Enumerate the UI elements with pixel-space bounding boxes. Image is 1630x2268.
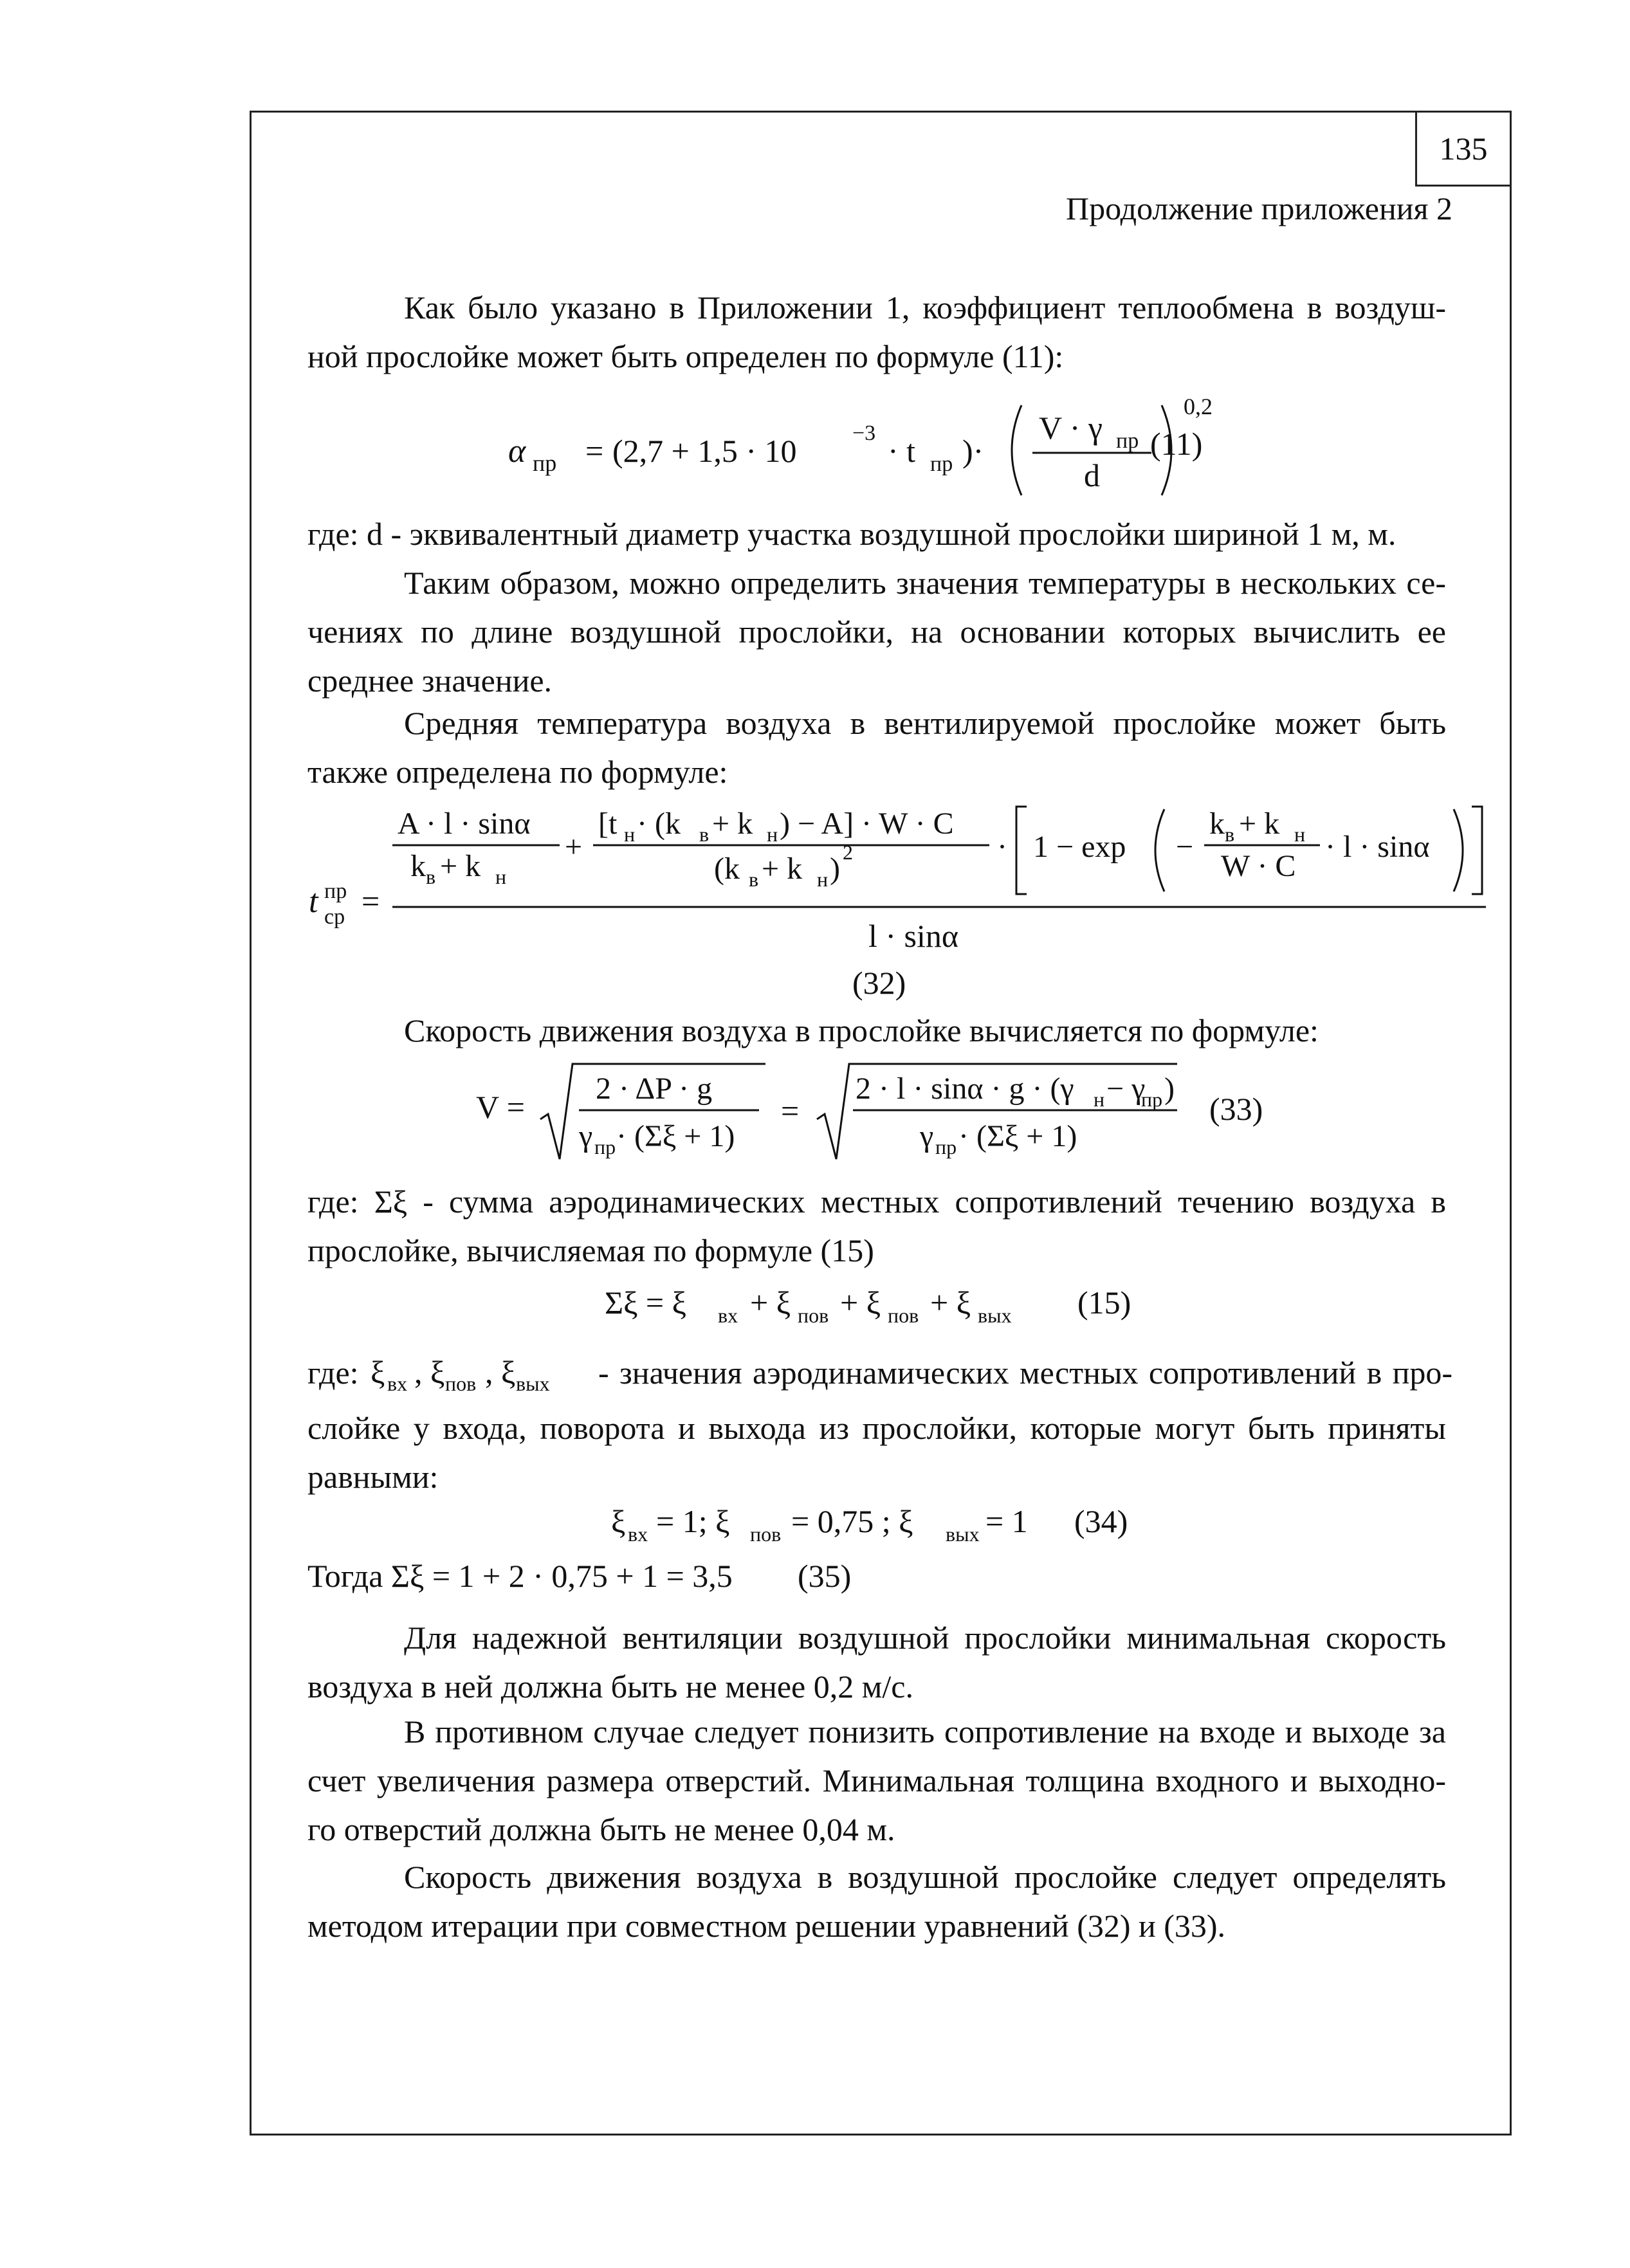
numerator-subscript: пр	[1116, 429, 1139, 453]
eq11-t-subscript: пр	[930, 452, 953, 476]
page-number: 135	[1415, 111, 1512, 187]
sqrt1-numerator: 2 · ΔP · g	[596, 1072, 713, 1106]
paragraph-line: Как было указано в Приложении 1, коэффициент теплообмена в воздуш-	[404, 289, 1446, 325]
sqrt2-num1: 2 · l · sinα · g · (γ	[856, 1072, 1074, 1106]
alpha-symbol: α	[508, 433, 526, 470]
exp-right-paren	[1454, 809, 1463, 892]
frac-b-den-sub2: н	[817, 868, 829, 891]
paragraph-line: Для надежной вентиляции воздушной прослойки минимальная скорость	[404, 1620, 1446, 1656]
eq15-p3: + ξ	[930, 1285, 971, 1321]
frac-c-den: W · C	[1221, 849, 1296, 883]
eq34-sub2: пов	[750, 1523, 782, 1546]
paragraph-velocity: Скорость движения воздуха в прослойке вычисляется по формуле:	[404, 1012, 1319, 1048]
minus-sign: −	[1176, 830, 1194, 864]
definition-d: где: d - эквивалентный диаметр участка воздушной прослойки шириной 1 м, м.	[307, 516, 1396, 552]
equation-number-33: (33)	[1209, 1091, 1263, 1127]
sqrt1-den-sub: пр	[594, 1135, 616, 1158]
frac-b-num3: + k	[712, 807, 753, 841]
eq11-part1: (2,7 + 1,5 · 10	[612, 433, 797, 469]
exp-left-paren	[1155, 809, 1164, 892]
paragraph-min-velocity	[307, 1613, 1446, 1711]
eq15-sub3: пов	[888, 1304, 919, 1327]
frac-b-den2: + k	[762, 852, 803, 886]
sqrt2-den-sub: пр	[935, 1135, 957, 1158]
xi-symbol: , ξ	[485, 1354, 516, 1390]
frac-b-num4: ) − A] · W · C	[780, 807, 954, 841]
xi-definition-cont	[307, 1404, 1446, 1501]
continuation-header: Продолжение приложения 2	[1065, 190, 1452, 226]
frac-b-den-power: 2	[843, 841, 853, 864]
paragraph-line: счет увеличения размера отверстий. Минимальная толщина входного и выходно-	[307, 1762, 1446, 1798]
paragraph-intro	[307, 283, 1446, 381]
frac-b-sub2: в	[699, 823, 710, 846]
paragraph-line: чениях по длине воздушной прослойки, на основании которых вычислить ее	[307, 614, 1446, 650]
eq15-sub4: вых	[978, 1304, 1012, 1327]
eq15-sub2: пов	[798, 1304, 829, 1327]
fraction-denominator: d	[1084, 457, 1100, 493]
paragraph-line: методом итерации при совместном решении уравнений (32) и (33).	[307, 1908, 1226, 1944]
paragraph-line: Средняя температура воздуха в вентилируемой прослойке может быть	[404, 705, 1446, 741]
equation-number-15: (15)	[1077, 1285, 1131, 1321]
sqrt1-den2: · (Σξ + 1)	[616, 1119, 735, 1153]
frac-c-num1: k	[1209, 807, 1225, 841]
xi-inline-symbols	[371, 1348, 615, 1400]
frac-b-num1: [t	[598, 807, 618, 841]
eq11-part2: · t	[888, 433, 916, 469]
sqrt2-num3: )	[1164, 1072, 1175, 1106]
eq34-sub1: вх	[628, 1523, 648, 1546]
equals-sign: =	[781, 1093, 800, 1129]
paragraph-line: В противном случае следует понизить сопротивление на входе и выходе за	[404, 1714, 1446, 1750]
eq15-sub1: вх	[718, 1304, 738, 1327]
xi-sub-turn: пов	[445, 1372, 477, 1395]
sqrt2-num-sub2: пр	[1141, 1088, 1163, 1111]
paragraph-mean-temp	[307, 699, 1446, 796]
equation-35: Тогда Σξ = 1 + 2 · 0,75 + 1 = 3,5	[307, 1558, 733, 1594]
paragraph-line: Таким образом, можно определить значения температуры в нескольких се-	[404, 565, 1446, 601]
t-superscript: пр	[324, 879, 347, 903]
frac-b-sub3: н	[767, 823, 778, 846]
paragraph-sections	[307, 558, 1446, 705]
v-lhs: V =	[476, 1089, 525, 1125]
t-symbol: t	[309, 883, 318, 920]
eq11-part3: )·	[962, 433, 984, 469]
equation-34	[611, 1496, 1164, 1554]
power-exponent: 0,2	[1184, 394, 1213, 419]
paragraph-line: воздуха в ней должна быть не менее 0,2 м/с.	[307, 1669, 913, 1705]
paragraph-line: где: Σξ - сумма аэродинамических местных сопротивлений течению воздуха в	[307, 1184, 1446, 1220]
right-bracket	[1472, 807, 1482, 894]
multiply-dot: ·	[997, 830, 1007, 864]
paragraph-line: го отверстий должна быть не менее 0,04 м.	[307, 1811, 895, 1847]
eq15-p2: + ξ	[840, 1285, 881, 1321]
sqrt2-den1: γ	[920, 1119, 934, 1153]
paragraph-line: среднее значение.	[307, 663, 553, 699]
paragraph-line: прослойке, вычисляемая по формуле (15)	[307, 1232, 874, 1268]
frac-c-num2: + k	[1239, 807, 1280, 841]
plus-sign: +	[565, 830, 583, 864]
frac-b-den-sub1: в	[749, 868, 759, 891]
equation-11	[502, 386, 1261, 502]
definition-sum-xi	[307, 1177, 1446, 1275]
frac-c-sub1: в	[1225, 823, 1235, 846]
xi-sub-out: вых	[516, 1372, 550, 1395]
frac-a-numerator: A · l · sinα	[398, 807, 531, 841]
frac-a-sub1: в	[426, 865, 436, 888]
sqrt1-den1: γ	[579, 1119, 593, 1153]
eq34-xi: ξ	[611, 1503, 626, 1539]
equation-33	[470, 1050, 1280, 1172]
equation-number-11: (11)	[1150, 426, 1203, 462]
xi-definition-prefix: где:	[307, 1355, 359, 1391]
left-bracket	[1016, 807, 1027, 894]
frac-b-num2: · (k	[637, 807, 681, 841]
eq15-p1: + ξ	[750, 1285, 791, 1321]
tail-term: · l · sinα	[1325, 830, 1430, 864]
frac-a-plus: + k	[440, 849, 481, 883]
sqrt2-num-sub1: н	[1094, 1088, 1105, 1111]
paragraph-line: ной прослойке может быть определен по формуле (11):	[307, 338, 1064, 374]
equation-number-32: (32)	[852, 965, 906, 1001]
equation-32	[302, 798, 1492, 978]
frac-b-den1: (k	[714, 852, 740, 886]
paragraph-line: равными:	[307, 1459, 439, 1495]
xi-symbol: ξ	[371, 1354, 385, 1390]
alpha-subscript: пр	[533, 450, 557, 476]
frac-b-sub1: н	[624, 823, 636, 846]
left-paren	[1012, 405, 1021, 495]
equation-15	[605, 1277, 1364, 1335]
xi-definition-tail: - значения аэродинамических местных сопротивлений в про-	[598, 1355, 1452, 1391]
paragraph-line: также определена по формуле:	[307, 754, 728, 790]
exp-part: 1 − exp	[1033, 830, 1126, 864]
eq15-lhs: Σξ = ξ	[605, 1285, 686, 1321]
equals-sign: =	[585, 433, 604, 469]
paragraph-iteration	[307, 1852, 1446, 1950]
equation-number-35: (35)	[798, 1558, 852, 1594]
equation-number-34: (34)	[1074, 1503, 1128, 1539]
eq34-part3: = 0,75 ; ξ	[791, 1503, 913, 1539]
sqrt2-den2: · (Σξ + 1)	[958, 1119, 1077, 1153]
eq11-exponent: −3	[852, 421, 876, 445]
frac-b-den3: )	[830, 852, 840, 886]
equals-sign: =	[362, 883, 380, 919]
xi-symbol: , ξ	[414, 1354, 445, 1390]
paragraph-line: Скорость движения воздуха в воздушной прослойке следует определять	[404, 1859, 1446, 1895]
frac-a-den: k	[410, 849, 426, 883]
frac-c-sub2: н	[1294, 823, 1306, 846]
eq34-part4: = 1	[985, 1503, 1028, 1539]
sqrt2-num2: − γ	[1106, 1072, 1146, 1106]
xi-sub-in: вх	[387, 1372, 408, 1395]
fraction-numerator: V · γ	[1039, 410, 1103, 446]
t-subscript: ср	[324, 905, 345, 929]
eq34-sub3: вых	[946, 1523, 980, 1546]
main-denominator: l · sinα	[868, 918, 959, 954]
paragraph-line: слойке у входа, поворота и выхода из прослойки, которые могут быть приняты	[307, 1410, 1446, 1446]
eq34-part2: = 1; ξ	[656, 1503, 730, 1539]
paragraph-resistance	[307, 1707, 1446, 1854]
frac-a-sub2: н	[495, 865, 507, 888]
